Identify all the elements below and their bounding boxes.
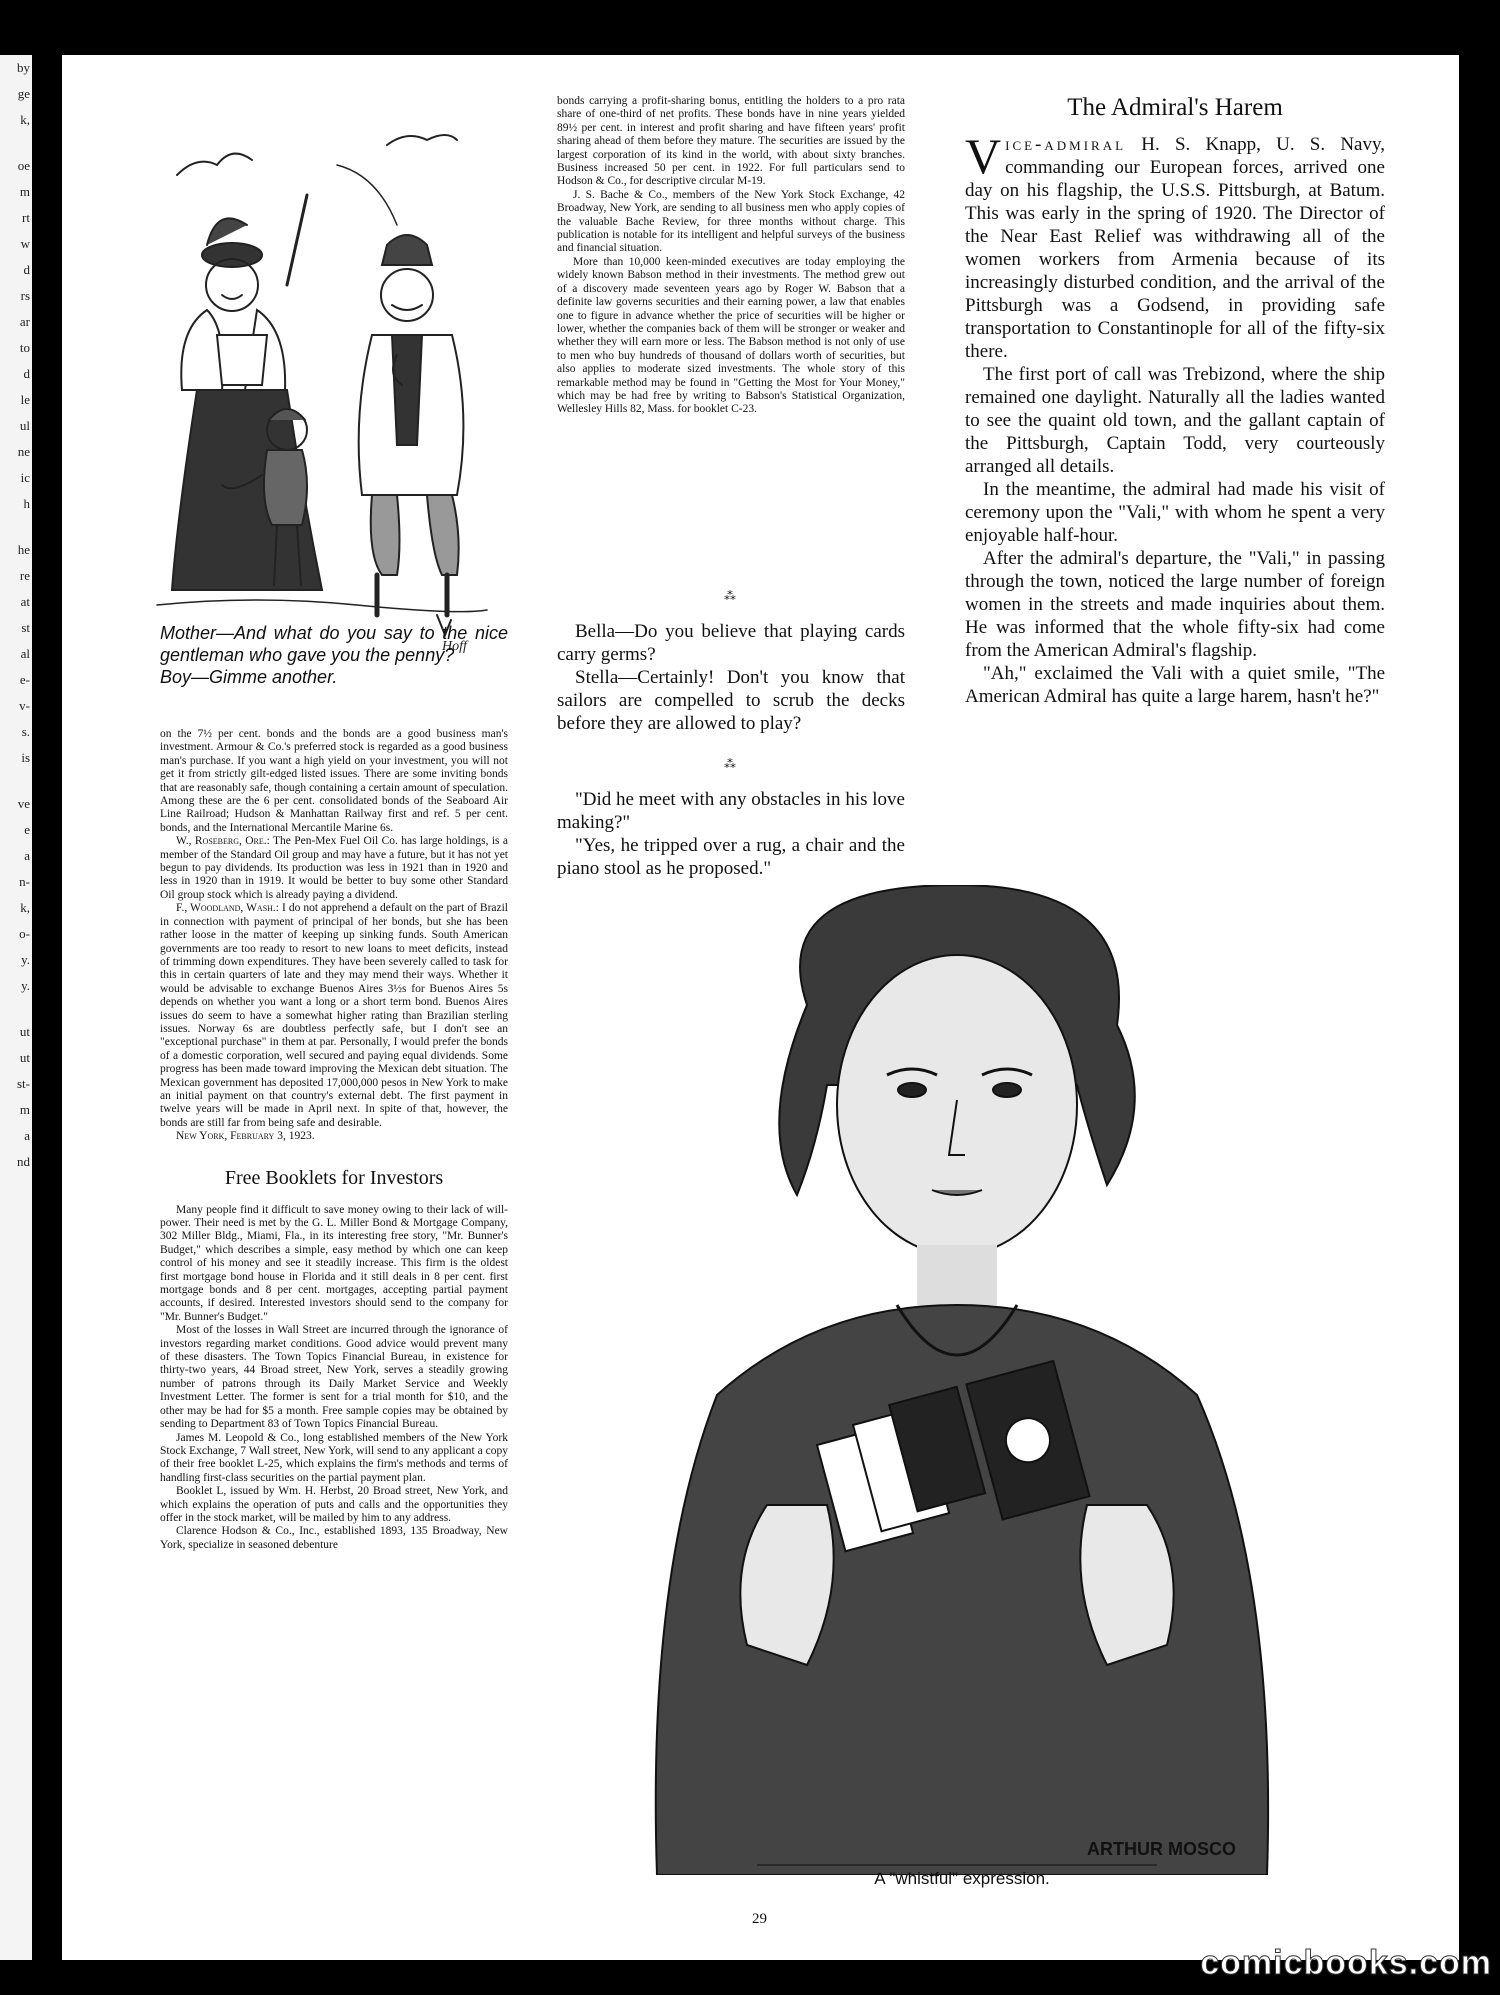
margin-fragment: he <box>17 542 30 557</box>
article-text: H. S. Knapp, U. S. Navy, commanding our European forces, arrived one day on his flagship, the U.S.S. Pittsburgh, at Batum. This was early in the spring of 1920. The Director of the Near East Relief was withdrawing all of the women workers from Armenia because of its increasingly disturbed condition, and the arrival of the Pittsburgh was a Godsend, in providing safe transportation to Constantinople for all of the fifty-six there. <box>965 134 1385 362</box>
article-paragraph <box>965 128 1385 363</box>
margin-fragment: ve <box>17 796 30 811</box>
margin-fragment: rt <box>22 210 30 225</box>
margin-fragment: n- <box>19 874 30 889</box>
margin-fragment: ar <box>19 314 30 329</box>
answer-text: The Pen-Mex Fuel Oil Co. has large holdings, is a member of the Standard Oil group and may have a future, but it has not yet begun to pay dividends. Its production was less in 1921 than in 1920 and less in 1920 than in 1919. It would be better to buy some other Standard Oil group stock which is already paying a dividend. <box>160 835 508 901</box>
margin-fragment: by <box>17 60 30 75</box>
margin-fragment: w <box>20 236 30 251</box>
page-number: 29 <box>752 1911 767 1927</box>
article-title: The Admiral's Harem <box>1067 94 1283 121</box>
small-caps-opening: ice-admiral <box>1005 134 1127 155</box>
col2-paragraph: More than 10,000 keen-minded executives are today employing the widely known Babson method in their investments. The method grew out of a discovery made seventeen years ago by Roger W. Babson that a definite law governs securities and their earning power, a law that enables one to figure in advance whether the price of securities will be higher or lower, whether the companies back of them will be stronger or weaker and whether they will earn more or less. The Babson method is not only of use to men who buy hundreds of thousand of dollars worth of securities, but also applies to moderate sized investments. The whole story of this remarkable method may be found in "Getting the Most for Your Money," which may be had free by writing to Babson's Statistical Organization, Wellesley Hills 82, Mass. for booklet C-23. <box>557 255 905 416</box>
margin-fragment: ul <box>19 418 30 433</box>
margin-fragment: v- <box>19 698 30 713</box>
article-paragraph: After the admiral's departure, the "Vali," in passing through the town, noticed the large number of foreign women in the streets and made inquiries about them. He was informed that the whole fifty-six had come from the American Admiral's flagship. <box>965 548 1385 661</box>
article-paragraph: In the meantime, the admiral had made his visit of ceremony upon the "Vali," with whom he spent a very enjoyable half-hour. <box>965 479 1385 546</box>
margin-fragment: d <box>23 366 30 381</box>
section-separator: ⁂ <box>724 589 738 603</box>
margin-fragment: e <box>24 822 30 837</box>
margin-fragment: m <box>19 184 30 199</box>
margin-fragment: is <box>21 750 30 765</box>
margin-fragment: le <box>20 392 30 407</box>
col1-paragraph <box>160 902 508 1130</box>
cartoon-illustration <box>137 95 497 665</box>
margin-fragment: al <box>20 646 30 661</box>
watermark: comicbooks.com <box>1200 1944 1492 1982</box>
booklet-paragraph: Many people find it difficult to save money owing to their lack of will-power. Their need is met by the G. L. Miller Bond & Mortgage Company, 302 Miller Bldg., Miami, Fla., in its interesting free story, "Mr. Bunner's Budget," which describes a simple, easy method by which one can keep control of his money and see it steadily increase. This firm is the oldest first mortgage bond house in Florida and it still deals in 8 per cent. first mortgage bonds and 8 per cent. mortgages, accepting partial payment accounts, if desired. Interested investors should send to the company for "Mr. Bunner's Budget." <box>160 1203 508 1323</box>
booklet-paragraph: Clarence Hodson & Co., Inc., established 1893, 135 Broadway, New York, specialize in seasoned debenture <box>160 1525 508 1551</box>
margin-fragment: nd <box>17 1154 30 1169</box>
booklet-paragraph: James M. Leopold & Co., long established members of the New York Stock Exchange, 7 Wall street, New York, will send to any applicant a copy of their free booklet L-25, which explains the firm's methods and terms of handling first-class securities on the partial payment plan. <box>160 1431 508 1484</box>
section-separator: ⁂ <box>724 757 738 771</box>
booklets-continued-column <box>557 95 905 417</box>
margin-fragment: m <box>19 1102 30 1117</box>
admirals-harem-article <box>965 93 1385 708</box>
margin-fragment: ut <box>19 1050 30 1065</box>
margin-fragment: ic <box>20 470 30 485</box>
margin-fragment: o- <box>19 926 30 941</box>
portrait-caption: A "whistful" expression. <box>874 1869 1050 1888</box>
article-paragraph: "Ah," exclaimed the Vali with a quiet smile, "The American Admiral has quite a large harem, hasn't he?" <box>965 663 1385 707</box>
cartoon-caption <box>160 622 508 688</box>
joke-line: "Yes, he tripped over a rug, a chair and the piano stool as he proposed." <box>557 835 905 879</box>
margin-fragment: to <box>19 340 30 355</box>
margin-fragment: ne <box>17 444 30 459</box>
investment-answers-column <box>160 728 508 1552</box>
reader-initials: W., Roseberg, Ore.: <box>176 835 270 848</box>
margin-fragment: rs <box>20 288 30 303</box>
col1-paragraph: on the 7½ per cent. bonds and the bonds are a good business man's investment. Armour & Co.'s preferred stock is regarded as a good business man's purchase. If you want a high yield on your investment, you will not get it from strictly gilt-edged listed issues. There are some inviting bonds that are reasonably safe, though containing a certain amount of speculation. Among these are the 6 per cent. consolidated bonds of the Seaboard Air Line Railroad; Hudson & Manhattan Railway first and ref. 5 per cent. bonds, and the International Mercantile Marine 6s. <box>160 728 508 834</box>
margin-fragment: re <box>19 568 30 583</box>
margin-fragment: k, <box>20 112 30 127</box>
margin-fragment: ge <box>17 86 30 101</box>
margin-fragment: y. <box>21 952 30 967</box>
booklets-heading: Free Booklets for Investors <box>224 1166 444 1189</box>
col2-paragraph: J. S. Bache & Co., members of the New York Stock Exchange, 42 Broadway, New York, are sending to all business men who apply copies of the valuable Bache Review, for three months without charge. This publication is notable for its intelligent and helpful surveys of the business and financial situation. <box>557 188 905 255</box>
margin-fragment: a <box>24 848 30 863</box>
article-paragraph: The first port of call was Trebizond, where the ship remained one daylight. Naturally all the ladies wanted to see the quaint old town, and the gallant captain of the Pittsburgh, Captain Todd, very courteously arranged all details. <box>965 364 1385 477</box>
magazine-page <box>62 55 1459 1960</box>
booklet-paragraph: Booklet L, issued by Wm. H. Herbst, 20 Broad street, New York, and which explains the operation of puts and calls and the opportunities they offer in the stock market, will be mailed by him to any address. <box>160 1485 508 1524</box>
margin-fragment: y. <box>21 978 30 993</box>
margin-fragment: s. <box>21 724 30 739</box>
margin-fragment: d <box>23 262 30 277</box>
margin-fragment: at <box>20 594 30 609</box>
jokes-column <box>557 585 905 880</box>
joke-line: Bella—Do you believe that playing cards carry germs? <box>557 621 905 665</box>
margin-fragment: oe <box>17 158 30 173</box>
cartoon-caption-mother: Mother—And what do you say to the nice gentleman who gave you the penny? <box>160 623 508 665</box>
margin-fragment: a <box>24 1128 30 1143</box>
margin-fragment: st <box>21 620 30 635</box>
portrait-signature: ARTHUR MOSCO <box>1087 1839 1236 1859</box>
booklet-paragraph: Most of the losses in Wall Street are incurred through the ignorance of investors regarding market conditions. Good advice would prevent many of these disasters. The Town Topics Financial Bureau, in existence for thirty-two years, 44 Broad street, New York, serves a steadily growing number of patrons through its Daily Market Service and Weekly Investment Letter. The former is sent for a trial month for $10, and the other may be had for $5 a month. Free sample copies may be obtained by sending to Department 83 of Town Topics Financial Bureau. <box>160 1324 508 1431</box>
joke-line: "Did he meet with any obstacles in his love making?" <box>557 789 905 833</box>
portrait-illustration <box>637 885 1287 1875</box>
cartoon-caption-boy: Boy—Gimme another. <box>160 667 338 687</box>
drop-cap: V <box>965 128 1002 184</box>
margin-fragment: st- <box>17 1076 30 1091</box>
margin-fragment: h <box>23 496 30 511</box>
dateline: New York, February 3, 1923. <box>176 1130 315 1143</box>
margin-fragment: ut <box>19 1024 30 1039</box>
joke-line: Stella—Certainly! Don't you know that sailors are compelled to scrub the decks before they are allowed to play? <box>557 667 905 734</box>
previous-page-edge <box>0 55 32 1960</box>
margin-fragment: e- <box>19 672 30 687</box>
col2-paragraph: bonds carrying a profit-sharing bonus, entitling the holders to a pro rata share of one-third of net profits. These bonds have in nine years yielded 89½ per cent. in interest and profit sharing and have fifteen years' profit sharing ahead of them before they mature. The securities are issued by the largest corporation of its kind in the world, with about sixty branches. Business increased 50 per cent. in 1922. For full particulars send to Hodson & Co., for descriptive circular M-19. <box>557 95 905 188</box>
col1-paragraph <box>160 835 508 902</box>
reader-initials: F., Woodland, Wash.: <box>176 902 280 915</box>
margin-fragment: k, <box>20 900 30 915</box>
answer-text: I do not apprehend a default on the part of Brazil in connection with payment of principal of her bonds, but she has been rather loose in the matter of keeping up sinking funds. South American governments are too ready to resort to new loans to meet deficits, instead of trimming down expenditures. They have been severely called to task for this in certain quarters of late and they may mend their ways. Whether it would be advisable to exchange Buenos Aires 3½s for Buenos Aires 5s depends on whether you want a long or a short term bond. Buenos Aires issues do seem to have a somewhat higher rating than Brazilian sterling issues. Norway 6s are doubtless perfectly safe, but I don't see an "exceptional purchase" in them at par. Personally, I would prefer the bonds of a domestic corporation, well secured and paying equal dividends. Some progress has been made toward improving the Mexican debt situation. The Mexican government has deposited 17,000,000 pesos in New York to make an initial payment on that country's external debt. The first payment in twelve years will be made in April next. In spite of that, however, the bonds are still far from being safe and desirable. <box>160 902 508 1129</box>
cartoon-signature: Hoff <box>442 639 467 654</box>
